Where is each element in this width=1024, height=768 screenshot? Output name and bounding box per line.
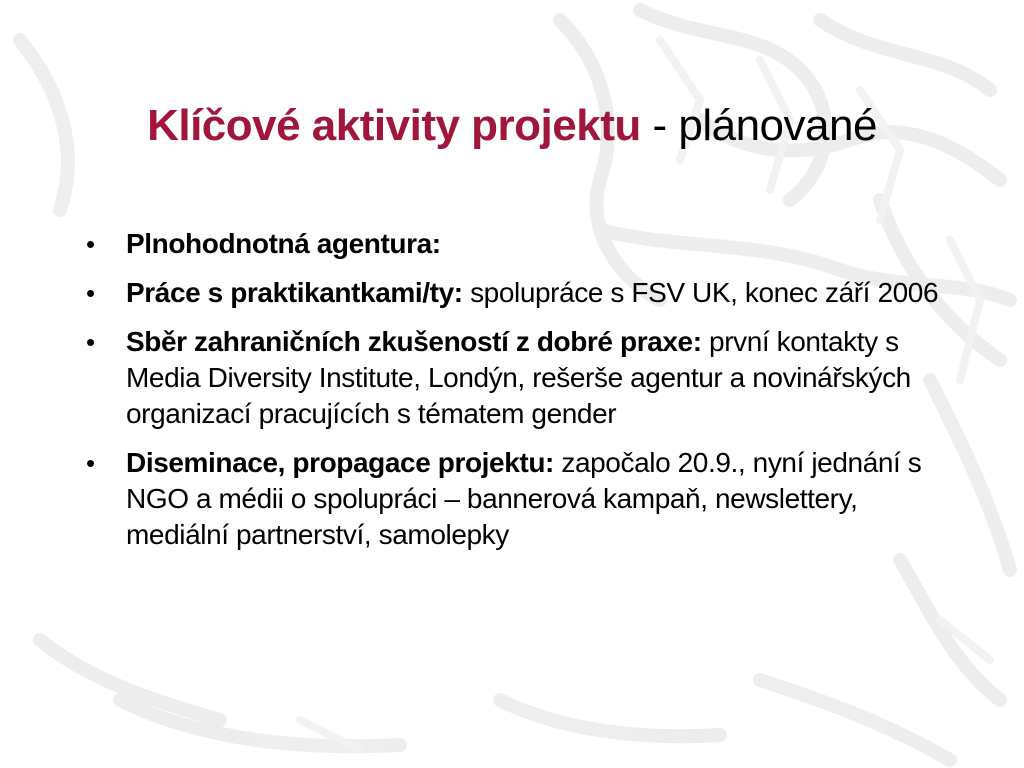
bullet-list (84, 226, 964, 566)
bullet-lead: Práce s praktikantkami/ty: (126, 277, 463, 308)
bullet-icon: • (86, 448, 95, 478)
bullet-item (84, 324, 964, 432)
bullet-icon: • (86, 327, 95, 357)
bullet-item (84, 445, 964, 553)
bullet-lead: Diseminace, propagace projektu: (126, 447, 554, 478)
bullet-text: spolupráce s FSV UK, konec září 2006 (470, 277, 939, 308)
bullet-lead: Plnohodnotná agentura: (126, 228, 441, 259)
bullet-text: započalo 20.9., nyní jednání s NGO a médii o spolupráci – bannerová kampaň, newslettery, mediální partnerství, samolepky (126, 447, 922, 550)
bullet-icon: • (86, 229, 95, 259)
slide-title-accent: Klíčové aktivity projektu (147, 101, 641, 150)
slide-title (0, 98, 1024, 154)
slide-title-rest: - plánované (652, 101, 877, 150)
bullet-item (84, 226, 964, 262)
bullet-text: první kontakty s Media Diversity Institute, Londýn, rešerše agentur a novinářských organizací pracujících s tématem gender (126, 326, 911, 429)
bullet-icon: • (86, 278, 95, 308)
bullet-item (84, 275, 964, 311)
bullet-lead: Sběr zahraničních zkušeností z dobré praxe: (126, 326, 702, 357)
